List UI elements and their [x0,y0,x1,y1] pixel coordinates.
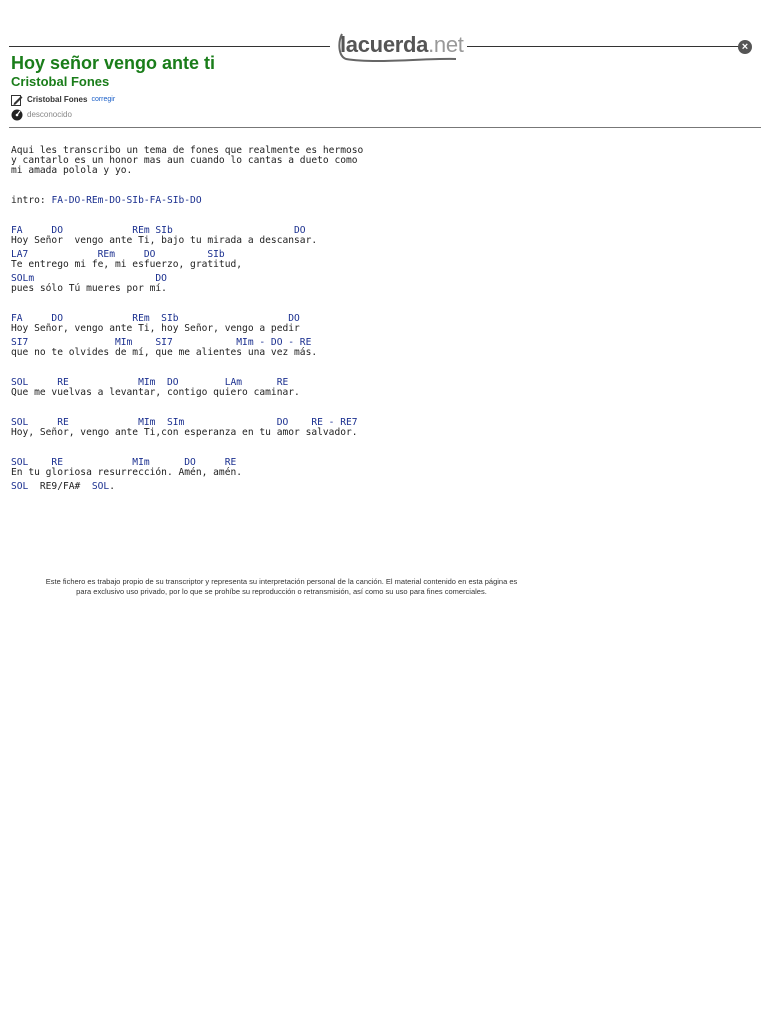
lyric-line: mi amada polola y yo. [11,165,133,176]
logo-main: lacuerda [340,32,429,57]
song-line [11,176,363,186]
lyric-line: Que me vuelvas a levantar, contigo quiero caminar. [11,387,300,398]
chord-line: SOL RE MIm DO LAm RE [11,377,289,388]
song-line [11,324,363,334]
disclaimer-line-1: Este fichero es trabajo propio de su transcriptor y representa su interpretación personal de la canción. El material contenido en esta página es [45,577,518,586]
lyric-line: En tu gloriosa resurrección. Amén, amén. [11,467,243,478]
site-logo[interactable] [336,28,464,64]
header-divider-right [467,46,739,47]
header-separator [9,127,761,128]
song-line [11,358,363,368]
chord-sol-end: SOL [91,481,110,492]
intro-label: intro: [11,195,52,206]
disclaimer-line-2: para exclusivo uso privado, por lo que se prohíbe su reproducción o retransmisión, así como su uso para fines comerciales. [76,587,487,596]
lyric-line: Hoy Señor, vengo ante Ti, hoy Señor, vengo a pedir [11,323,300,334]
chord-line: LA7 REm DO SIb [11,249,225,260]
music-disc-icon [11,109,23,121]
chord-line: SOL RE MIm DO RE [11,457,237,468]
song-line [11,206,363,216]
key-row [11,108,72,121]
key-unknown: desconocido [27,110,72,119]
transcriber-name: Cristobal Fones [27,95,88,104]
song-line [11,398,363,408]
song-line [11,438,363,448]
song-line [11,482,363,492]
edit-pencil-icon [11,94,23,106]
lyric-line: y cantarlo es un honor mas aun cuando lo cantas a dueto como [11,155,358,166]
chord-re9: RE9/FA# [28,481,92,492]
author-row [11,93,115,106]
intro-chords: FA-DO-REm-DO-SIb-FA-SIb-DO [51,195,202,206]
lyric-line: Te entrego mi fe, mi esfuerzo, gratitud, [11,259,243,270]
chord-sol: SOL [11,481,29,492]
logo-swoosh-icon [336,28,464,64]
chord-line: FA DO REm SIb DO [11,225,306,236]
song-line [11,388,363,398]
song-line [11,236,363,246]
end-period: . [109,481,115,492]
song-body [11,146,363,492]
lyric-line: pues sólo Tú mueres por mí. [11,283,167,294]
chord-line: FA DO REm SIb DO [11,313,300,324]
lyric-line: Aqui les transcribo un tema de fones que realmente es hermoso [11,145,364,156]
chord-line: SOL RE MIm SIm DO RE - RE7 [11,417,358,428]
song-line [11,468,363,478]
lyric-line: Hoy Señor vengo ante Ti, bajo tu mirada a descansar. [11,235,318,246]
chord-line: SOLm DO [11,273,167,284]
site-header [0,0,768,119]
song-line [11,348,363,358]
disclaimer [0,577,563,597]
close-icon[interactable]: × [738,40,752,54]
song-line [11,260,363,270]
lyric-line: que no te olvides de mí, que me alientes una vez más. [11,347,318,358]
song-artist[interactable]: Cristobal Fones [11,74,110,89]
lyric-line: Hoy, Señor, vengo ante Ti,con esperanza en tu amor salvador. [11,427,358,438]
edit-link[interactable]: corregir [91,96,116,103]
song-line [11,294,363,304]
song-title: Hoy señor vengo ante ti [11,53,216,73]
song-line [11,428,363,438]
logo-tld: .net [428,32,464,57]
chord-line: SI7 MIm SI7 MIm - DO - RE [11,337,312,348]
song-line [11,284,363,294]
header-divider-left [9,46,330,47]
song-line [11,166,363,176]
song-line [11,196,363,206]
